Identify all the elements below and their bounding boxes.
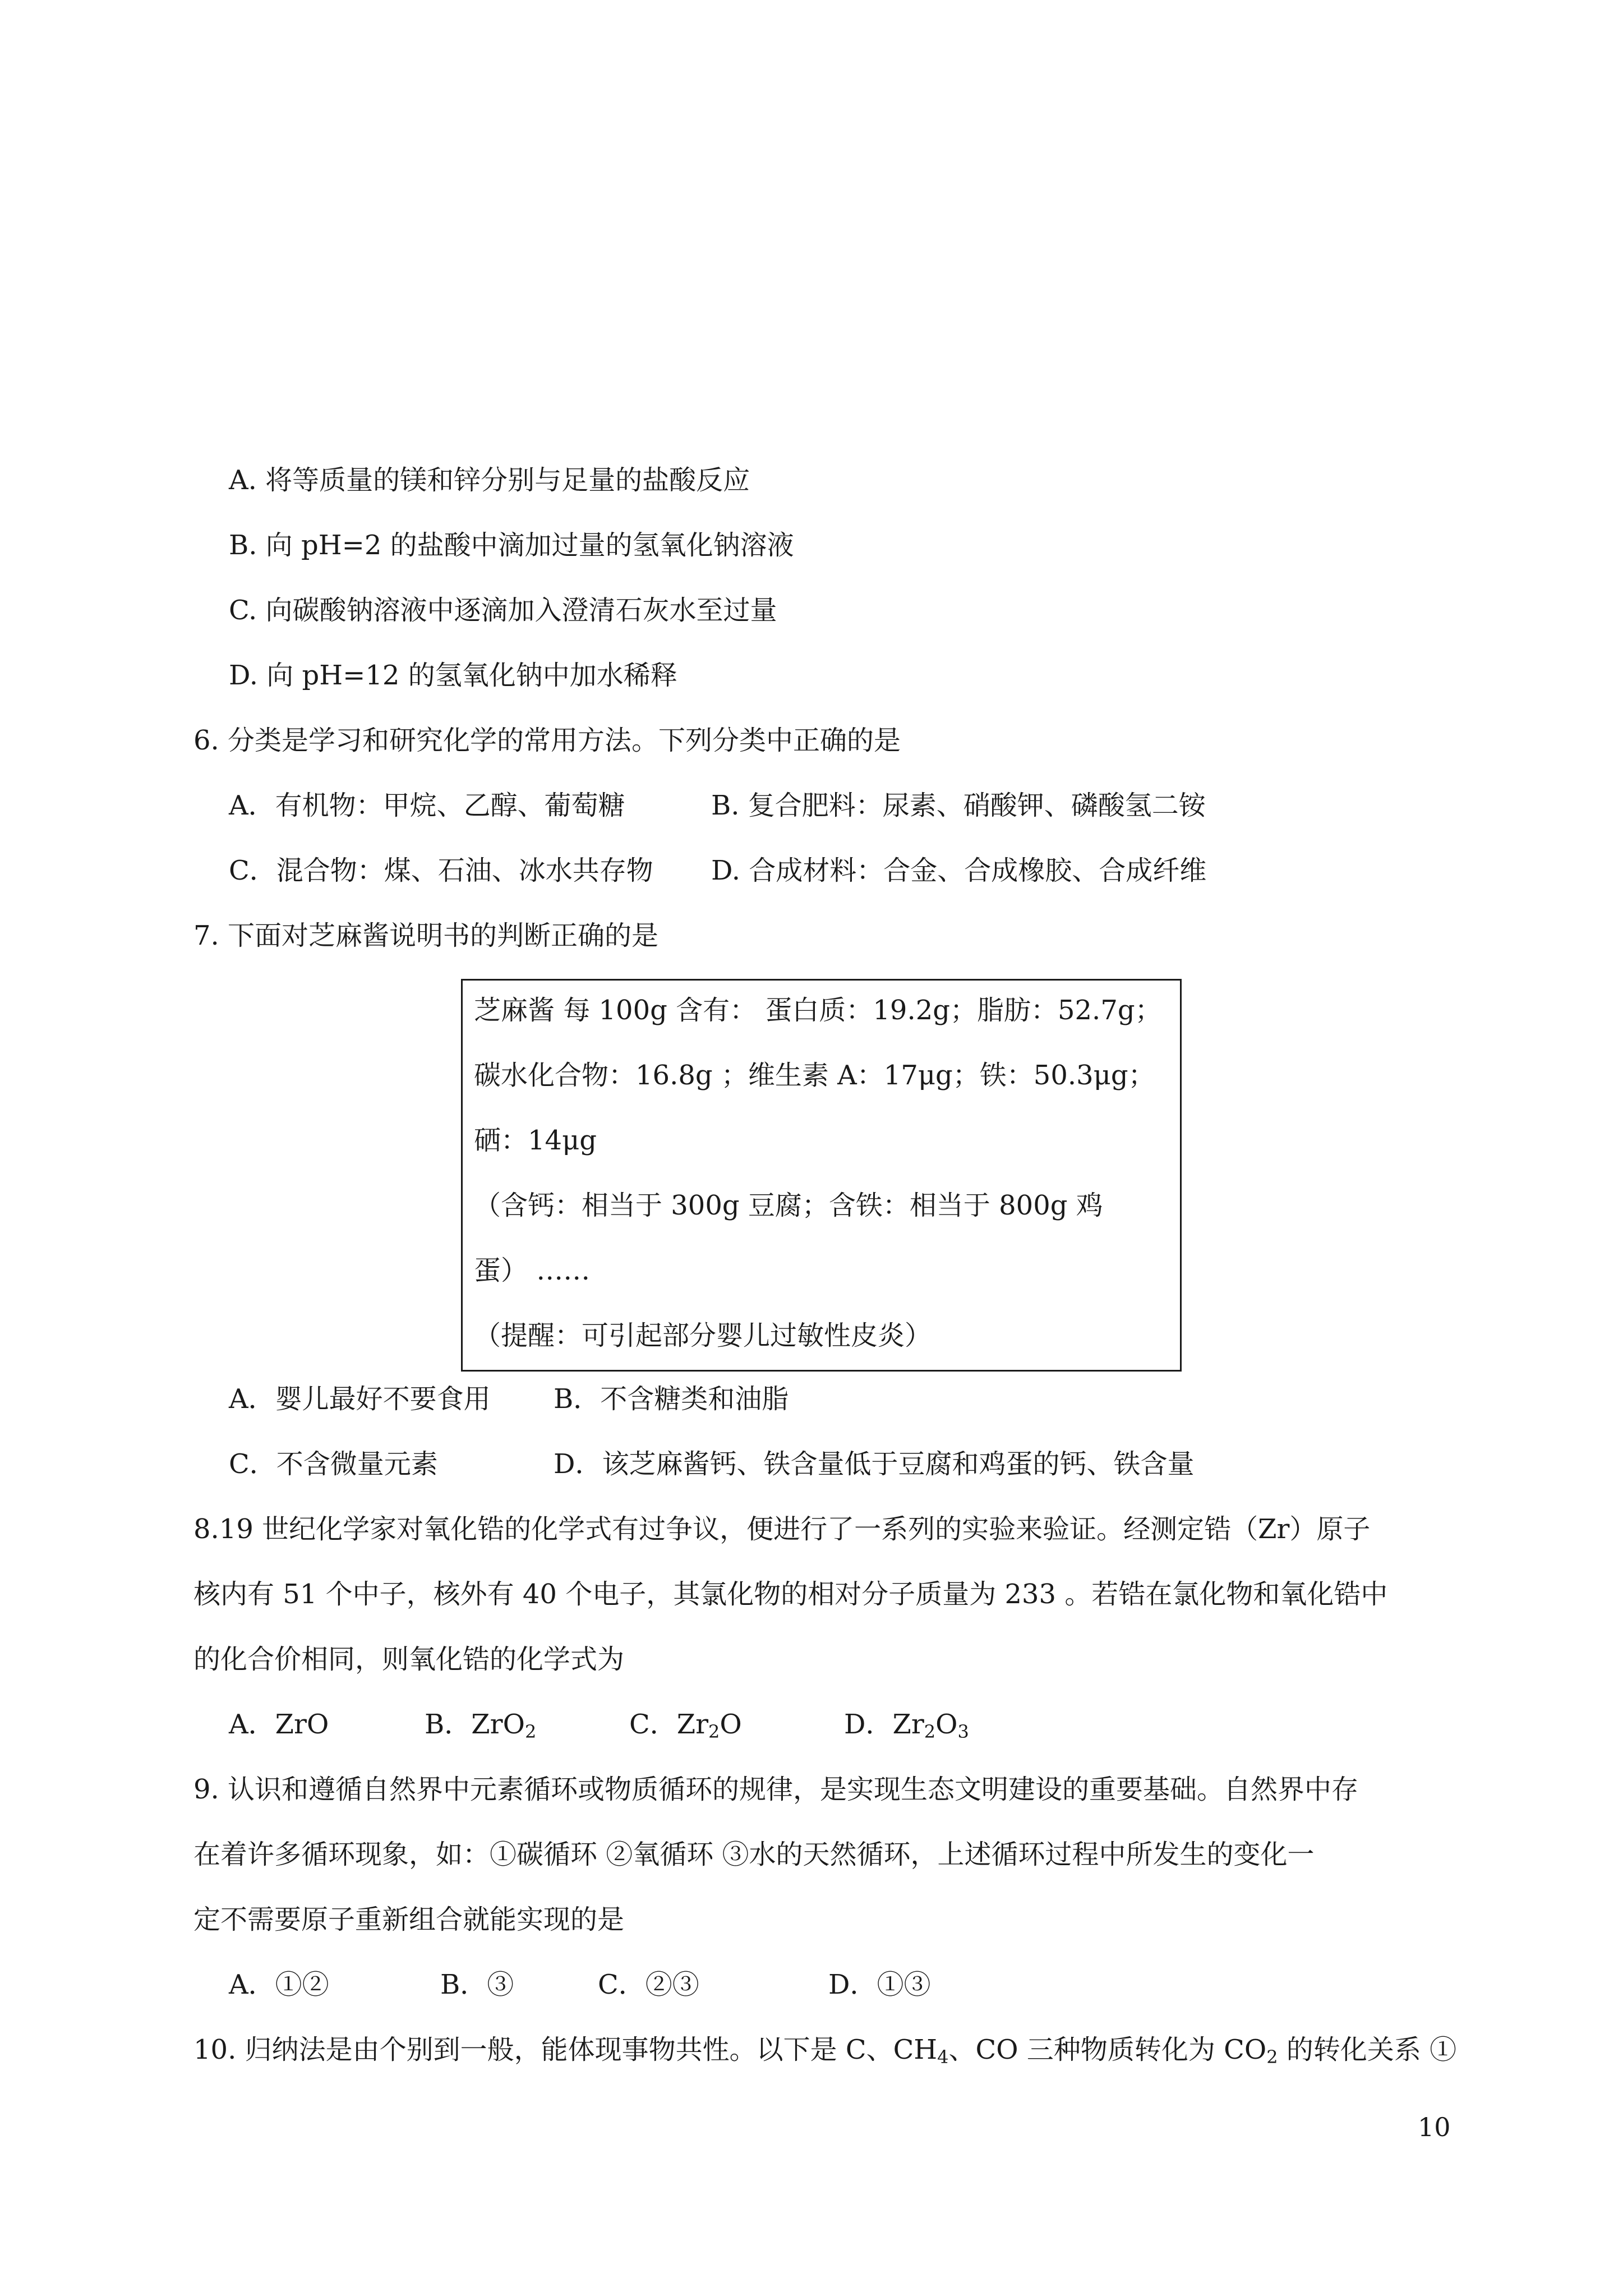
q7-stem: 7. 下面对芝麻酱说明书的判断正确的是 [193,920,659,951]
q9-line-1: 9. 认识和遵循自然界中元素循环或物质循环的规律，是实现生态文明建设的重要基础。自然界中存 [193,1774,1359,1805]
q7-option-c: C．不含微量元素 [229,1448,438,1480]
q6-option-d: D. 合成材料：合金、合成橡胶、合成纤维 [711,855,1207,886]
q5-option-d: D. 向 pH=12 的氢氧化钠中加水稀释 [229,660,677,691]
q5-option-b: B. 向 pH=2 的盐酸中滴加过量的氢氧化钠溶液 [229,530,794,561]
q8-option-b: B．ZrO$_2$ [425,1709,537,1742]
label-line-1: 芝麻酱 每 100g 含有： 蛋白质：19.2g；脂肪：52.7g； [474,995,1162,1026]
q8-line-3: 的化合价相同，则氧化锆的化学式为 [193,1644,625,1675]
q6-option-a: A．有机物：甲烷、乙醇、葡萄糖 [229,790,625,821]
q8-option-a: A．ZrO [229,1709,329,1740]
label-line-6: （提醒：可引起部分婴儿过敏性皮炎） [474,1320,932,1351]
q6-stem: 6. 分类是学习和研究化学的常用方法。下列分类中正确的是 [193,725,901,756]
label-line-5: 蛋） …… [474,1255,591,1286]
q9-option-b: B．③ [440,1969,514,2000]
q9-option-d: D．①③ [828,1969,931,2000]
q10-stem: 10. 归纳法是由个别到一般，能体现事物共性。以下是 C、$CH_4$、CO 三种物质转化为 $CO_2$ 的转化关系 ① [193,2034,1457,2068]
label-line-3: 硒：14μg [474,1125,597,1156]
q8-option-d: D．$Zr_2O_3$ [844,1709,969,1742]
q9-line-3: 定不需要原子重新组合就能实现的是 [193,1904,625,1935]
q9-line-2: 在着许多循环现象，如：①碳循环 ②氧循环 ③水的天然循环，上述循环过程中所发生的变化一 [193,1839,1315,1870]
q7-option-b: B．不含糖类和油脂 [554,1383,789,1415]
q5-option-c: C. 向碳酸钠溶液中逐滴加入澄清石灰水至过量 [229,595,777,626]
label-line-4: （含钙：相当于 300g 豆腐；含铁：相当于 800g 鸡 [474,1190,1103,1221]
q8-option-c: C．$Zr_2O$ [629,1709,742,1742]
q7-option-a: A．婴儿最好不要食用 [229,1383,491,1415]
q6-option-b: B. 复合肥料：尿素、硝酸钾、磷酸氢二铵 [711,790,1206,821]
q8-line-2: 核内有 51 个中子，核外有 40 个电子，其氯化物的相对分子质量为 233 。若锆在氯化物和氧化锆中 [193,1579,1388,1610]
label-line-2: 碳水化合物：16.8g ；维生素 A：17μg；铁：50.3μg； [474,1060,1155,1091]
label-box [461,979,1182,1372]
q6-option-c: C．混合物：煤、石油、冰水共存物 [229,855,653,886]
q9-option-a: A．①② [229,1969,329,2000]
q8-line-1: 8.19 世纪化学家对氧化锆的化学式有过争议，便进行了一系列的实验来验证。经测定锆（Zr）原子 [193,1513,1371,1545]
q7-option-d: D．该芝麻酱钙、铁含量低于豆腐和鸡蛋的钙、铁含量 [554,1448,1195,1480]
page-number: 10 [1418,2112,1451,2142]
q9-option-c: C．②③ [598,1969,699,2000]
q5-option-a: A. 将等质量的镁和锌分别与足量的盐酸反应 [229,464,750,496]
